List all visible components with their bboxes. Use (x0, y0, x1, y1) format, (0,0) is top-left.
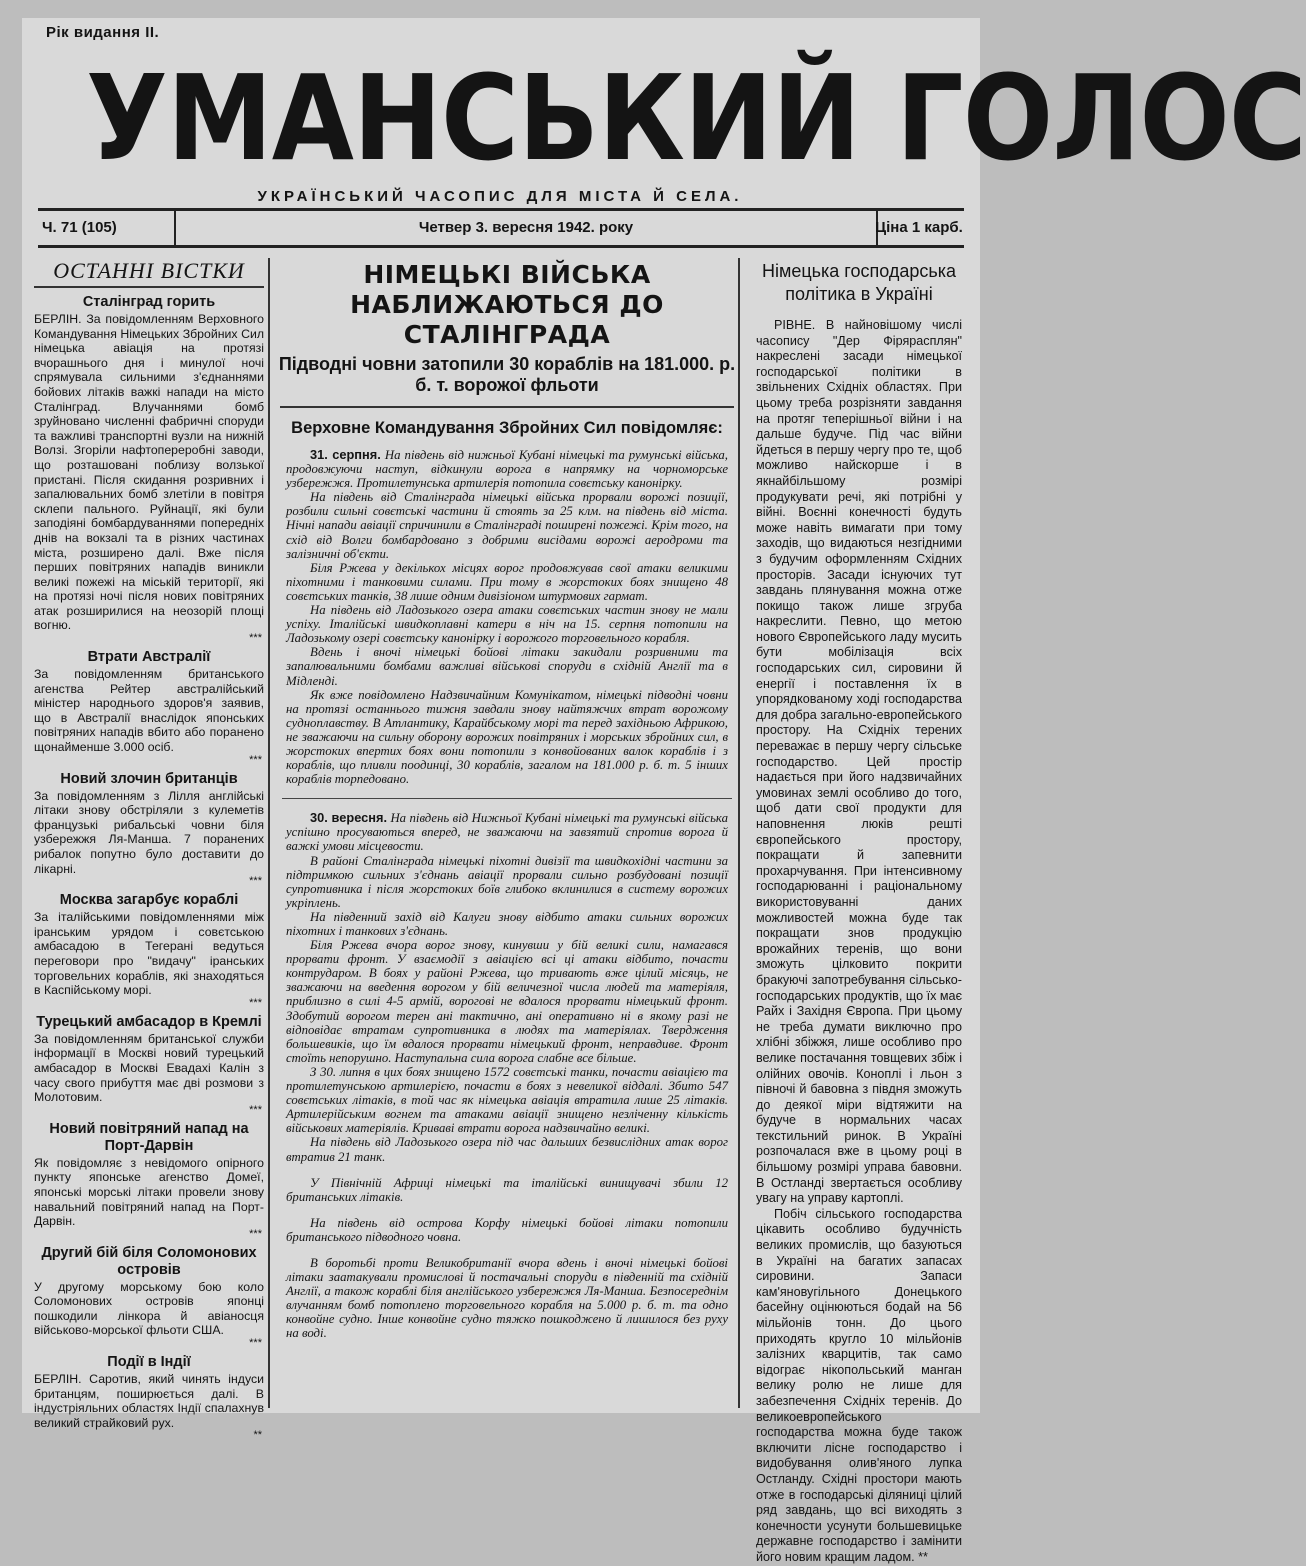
article-paragraph: У Північній Африці німецькі та італійські винищувачі збили 12 британських літаків. (286, 1175, 728, 1204)
article-paragraph: На південь від Ладозького озера під час дальших безвислідних атак ворог втратив 21 танк. (286, 1135, 728, 1164)
issue-info-bar (38, 208, 964, 248)
news-headline: Москва загарбує кораблі (59, 892, 239, 909)
article-paragraph: На південь від Сталінграда німецькі війська прорвали ворожі позиції, розбили сильні совєтські частини й стоять за 25 клм. на південь від міста. Нічні напади авіації спричинили в Сталінграді поширені пожежі. Крім того, на схід від Волги бомбардовано з добрими висідами ворожі аеродроми та залізничні об'єкти. (286, 490, 728, 561)
news-separator: ** (253, 1429, 262, 1442)
masthead-title: УМАНСЬКИЙ ГОЛОС (86, 49, 1306, 187)
news-text: За повідомленням британської служби інформації в Москві новий турецький амбасадор в Москві Евадахі Калін з часу свого прибуття має дві розмови з Молотовим. (34, 1031, 264, 1105)
news-text: У другому морському бою коло Соломонових островів японці пошкодили лінкора й авіаносця військово-морської фльоти США. (34, 1279, 264, 1338)
communique-heading: Верховне Командування Збройних Сил повідомляє: (280, 406, 734, 438)
news-separator: *** (249, 753, 262, 766)
news-headline: Новий повітряний напад на Порт-Дарвін (49, 1120, 249, 1154)
article-paragraph: На південний захід від Калуги знову відбито атаки сильних ворожих піхотних і танкових з'єднань. (286, 909, 728, 938)
news-separator: *** (249, 1337, 262, 1350)
main-subheadline: Підводні човни затопили 30 кораблів на 181.000. р. б. т. ворожої фльоти (278, 354, 736, 395)
article-paragraph: 31. серпня. На південь від нижньої Кубані німецькі та румунські війська, продовжуючи наступ, відкинули ворога в напрямку на чорноморське узбережжя. Протилетунська артилерія потопила совєтську канонірку. (286, 447, 728, 491)
news-text: За повідомленням британського агенства Рейтер австралійський міністер народнього здоров'я заявив, що в Австралії внаслідок японських повітряних нападів вбито або поранено щонайменше 3.000 осіб. (34, 667, 264, 755)
news-text: За італійськими повідомленнями між іранським урядом і совєтською амбасадою в Тегерані ведуться переговори про "видачу" іранських торговельних кораблів, які знаходяться в Каспійському морі. (34, 910, 264, 998)
news-text: Як повідомляє з невідомого опірного пункту японське агенство Домеї, японські морські літаки провели знову навальний повітряний напад на Порт-Дарвін. (34, 1155, 264, 1229)
news-separator: *** (249, 1227, 262, 1240)
article-paragraph: Як вже повідомлено Надзвичайним Комунікатом, німецькі підводні човни на протязі останнього тижня завдали знову найтяжчих втрат ворожому судноплавству. В Атлантику, Карайбському морі та перед західньою Африкою, не зважаючи на сильну оборону ворожих повітряних і морських збройних сил, в жорстоких впертих боях вони потопили з конвойованих валок кораблів і з кораблів, що пливли поодинці, 30 кораблів, загалом на 181.000 р. б. т. 5 інших кораблів торпедовано. (286, 687, 728, 787)
issue-price: Ціна 1 карб. (875, 219, 963, 236)
main-headline: НІМЕЦЬКІ ВІЙСЬКА НАБЛИЖАЮТЬСЯ ДО СТАЛІНГРАДА (350, 260, 664, 349)
article-paragraph: На південь від острова Корфу німецькі бойові літаки потопили британського підводного човна. (286, 1215, 728, 1244)
masthead-subtitle: УКРАЇНСЬКИЙ ЧАСОПИС ДЛЯ МІСТА Й СЕЛА. (257, 188, 743, 205)
article-paragraph: В районі Сталінграда німецькі піхотні дивізії та швидкохідні частини за підтримкою сильних з'єднань авіації прорвали сильно розбудовані позиції супротивника і після жорстоких боїв глибоко вклинилися в систему ворожих укріплень. (286, 853, 728, 910)
economy-headline: Німецька господарська політика в Україні (761, 261, 957, 304)
article-paragraph: Вдень і вночі німецькі бойові літаки закидали розривними та запалювальними бомбами важливі військові споруди в східній Англії та в Мідленді. (286, 645, 728, 688)
article-paragraph: 30. вересня. На південь від Нижньої Кубані німецькі та румунські війська успішно просуваються вперед, не зважаючи на завзятий спротив ворога й важкі умови місцевости. (286, 810, 728, 854)
article-divider (282, 798, 732, 799)
news-separator: *** (249, 1103, 262, 1116)
news-text: БЕРЛІН. За повідомленням Верховного Командування Німецьких Збройних Сил німецька авіація на протязі вчорашнього дня і минулої ночі спрямувала сильними з'єднаннями бойових літаків важкі напади на місто Сталінград. Влучаннями бомб зруйновано численні фабричні споруди та важливі транспортні вузли на нижній Волзі. Згоріли нафтопереробні заводи, що розташовані поблизу волзької пристані. Після скидання розривних і запалювальних бомб злетіли в повітря склепи пального. Руйнації, які були заподіяні бомбардуваннями попередніх днів на вокзалі та в різних частинах міста, розширено далі. Вже після перших повітряних нападів виникли великі пожежі на міській території, які на протязі ночі після нових повітряних атак розширилися на неозорій площі вогню. (34, 312, 264, 633)
news-text: БЕРЛІН. Саротив, який чинять індуси британцям, поширюється далі. В індустріяльних областях Індії спалахнув великий страйковий рух. (34, 1372, 264, 1430)
news-separator: *** (249, 996, 262, 1009)
news-headline: Другий бій біля Соломонових островів (41, 1244, 257, 1278)
article-paragraph: З 30. липня в цих боях знищено 1572 совєтські танки, почасти авіацією та протилетунською артилерією, почасти в боях з невеликої віддалі. Збито 547 совєтських літаків, в той час як німецька авіація втратила лише 25 літаків. Артилерійським вогнем та атаками авіації знищено незліченну кількість військових матеріялів. Криваві втрати ворога надзвичайно великі. (286, 1064, 728, 1136)
issue-number: Ч. 71 (105) (42, 219, 117, 236)
publication-year: Рік видання II. (46, 24, 160, 41)
news-headline: Втрати Австралії (87, 649, 211, 666)
article-paragraph: На південь від Ладозького озера атаки совєтських частин знову не мали успіху. Італійські швидкоплавні катери в ніч на 15. серпня потопили на Ладозькому озері совєтську канонірку і ворожого торговельного корабля. (286, 603, 728, 646)
news-separator: *** (249, 875, 262, 888)
dateline: 31. серпня. (310, 447, 381, 462)
news-headline: Події в Індії (107, 1354, 191, 1371)
news-separator: *** (249, 632, 262, 645)
latest-news-column (30, 258, 270, 1442)
news-text: За повідомленням з Лілля англійські літаки знову обстріляли з кулеметів французькі рибальські човни біля узбережжя Ля-Манша. 7 поранених рибалок попутно було доставити до лікарні. (34, 788, 264, 876)
latest-news-title: ОСТАННІ ВІСТКИ (34, 258, 264, 288)
news-headline: Новий злочин британців (60, 770, 238, 787)
article-paragraph: Побіч сільського господарства цікавить особливо будучність великих промислів, що базуються в Україні на багатих запасах сировини. Запаси кам'яновугільного Донецького басейну оцінюються бодай на 56 мільйонів тонн. До цього приходять кругло 10 мільйонів залізних кварцитів, так само відограє нікопольський манган велику ролю не лише для забезпечення Східніх теренів. До великоевропейського господарства можна буде також включити лісне господарство і видобування олив'яного лупка Остланду. Східні простори мають отже в господарські діляниці цілий ряд завдань, що всі виходять з конечности усунути большевицьке державне господарство і замінити його новим кращим ладом. ** (756, 1206, 962, 1564)
news-headline: Турецький амбасадор в Кремлі (36, 1013, 262, 1030)
article-paragraph: Біля Ржева у декількох місцях ворог продовжував свої атаки великими піхотними і танковими силами. При тому в жорстоких боях знищено 48 совєтських танків, 38 лише одним дивізіоном штурмових гармат. (286, 560, 728, 603)
article-paragraph: РІВНЕ. В найновішому числі часопису "Дер Фірярасплян" накреслені засади німецької господарської політики в звільнених Східніх областях. При цьому треба розрізняти завдання на протяг теперішньої війни і на дальше будуче. Під час війни йдеться в першу чергу про те, щоб можливо найскорше і в якнайбільшому розмірі продукувати речі, які потрібні у війні. Воєнні конечності будуть може навіть вимагати при тому заходів, що видаються незгідними з будучим оформленням Східних просторів. Засади існуючих тут завдань плянування можна отже покищо також лише згруба накреслити. Певно, що метою нового Європейського ладу мусить бути мобілізація всіх господарських сил, сировини й енергії і поставлення їх в упорядкованому ході господарства для добра загально-европейського простору. На Східніх терених переважає в першу чергу сільське господарство. Цей простір надається при його надзвичайних умовинах землі особливо до того, щоб дати свої продукти для наповнення люків решті європейського простору, покращати й запевнити прохарчування. При інтенсивному господарюванні і раціональному використовуванні даних можливостей можна буде так покращати знов продукцію врожайних теренів, що вони зможуть цілковито покрити бракуючі запотребування сільсько-господарських продуктів, що їх має Райх і Західня Європа. При цьому не треба думати виключно про хлібні збіжжя, лише особливо про велике постачання товщевих збіж і олійних овочів. Коноплі і льон з півночі й бавовна з півдня зможуть до деякої міри відтяжити на будуче в нормальних часах текстильний ринок. В Україні розпочалася вже в цьому році в більшому розмірі управа бавовни. В Остланді звертається особливу увагу на управу картоплі. (756, 318, 962, 1206)
news-headline: Сталінград горить (82, 294, 216, 310)
article-paragraph: В боротьбі проти Великобританії вчора вдень і вночі німецькі бойові літаки заатакували промислові й постачальні споруди в південній та східній Англії, а також кораблі біля англійського узбережжя Ля-Манша. Безпосереднім влучанням бомб потоплено торговельного корабля на 5.000 р. б. т. та одно конвойне судно. Інше конвойне судно тяжко пошкоджено й лишилося без руху на воді. (286, 1255, 728, 1341)
main-article-column (276, 258, 740, 1408)
issue-date: Четвер 3. вересня 1942. року (174, 211, 878, 245)
article-paragraph: Біля Ржева вчора ворог знову, кинувши у бій великі сили, намагався прорвати фронт. У взаємодії з авіацією всі ці атаки відбито, почасти контрударом. В боях у районі Ржева, що тривають вже цілий місяць, не зважаючи на введення ворогом у бій величезної числа людей та матеріяля, приблизно в силі 4-5 армій, ворогові не вдалося прорвати німецький фронт. Здобутий ворогом терен ані тактично, ані оперативно ні в якому разі не відповідає втратам супротивника в людях та матеріялах. Твердження большевиків, що їм вдалося прорвати німецький фронт, неправдиве. Фронт стоїть непорушно. Наступальна сила ворога слабне все більше. (286, 938, 728, 1065)
economy-article-column (748, 258, 970, 1564)
dateline: 30. вересня. (310, 810, 388, 826)
